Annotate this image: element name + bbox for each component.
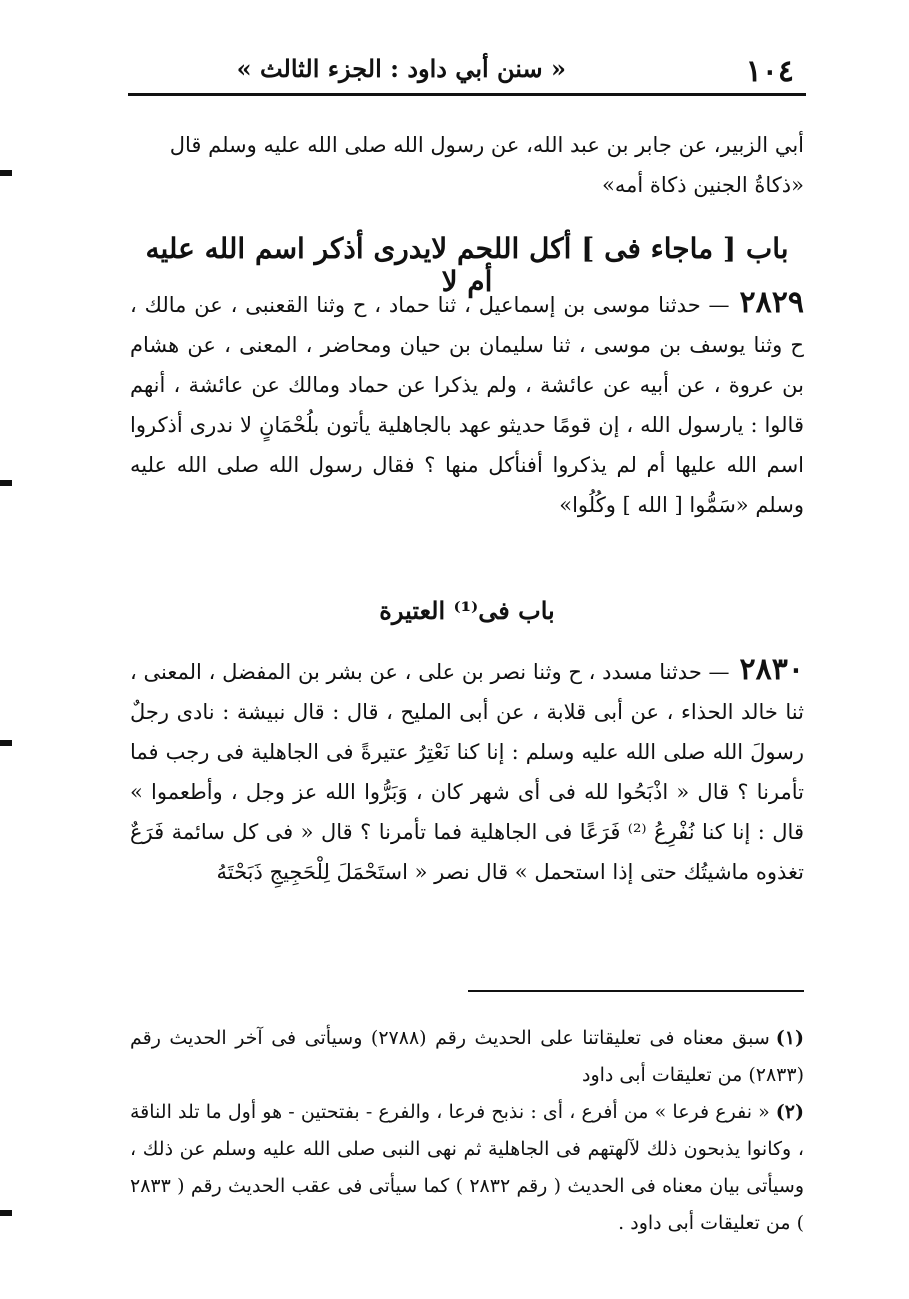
intro-paragraph bbox=[130, 125, 804, 205]
page-number: ١٠٤ bbox=[745, 54, 794, 89]
running-title: « سنن أبي داود : الجزء الثالث » bbox=[236, 54, 566, 83]
chapter-heading-meat: باب [ ماجاء فى ] أكل اللحم لايدرى أذكر اسم الله عليه أم لا bbox=[145, 232, 789, 298]
footnote-mark: (٢) bbox=[775, 1101, 804, 1123]
footnote-text: « نفرع فرعا » من أفرع ، أى : نذبح فرعا ، والفرع - بفتحتين - هو أول ما تلد الناقة ، وكانوا يذبحون ذلك لآلهتهم فى الجاهلية ثم نهى النبى صلى الله عليه وسلم عن ذلك ، وسيأتى بيان معناه فى الحديث ( رقم ٢٨٣٢ ) كما سيأتى فى عقب الحديث رقم ( ٢٨٣٣ ) من تعليقات أبى داود . bbox=[130, 1101, 804, 1234]
margin-mark bbox=[0, 480, 12, 486]
margin-mark bbox=[0, 170, 12, 176]
hadith-2830 bbox=[130, 650, 804, 892]
footnote-rule bbox=[468, 990, 804, 992]
hadith-2829 bbox=[130, 283, 804, 525]
header-rule bbox=[128, 93, 806, 96]
footnotes bbox=[130, 1020, 804, 1242]
margin-mark bbox=[0, 740, 12, 746]
footnote-mark: (١) bbox=[775, 1027, 804, 1049]
hadith-text: — حدثنا مسدد ، ح وثنا نصر بن على ، عن بشر بن المفضل ، المعنى ، ثنا خالد الحذاء ، عن أبى قلابة ، عن أبى المليح ، قال : قال نبيشة : نادى رجلٌ رسولَ الله صلى الله عليه وسلم : إنا كنا نَعْتِرُ عتيرةً فى الجاهلية فى رجب فما تأمرنا ؟ قال « اذْبَحُوا لله فى أى شهر كان ، وَبَرُّوا الله عز وجل ، وأطعموا » قال : إنا كنا نُفْرِعُ ⁽²⁾ فَرَعًا فى الجاهلية فما تأمرنا ؟ قال « فى كل سائمة فَرَعٌ تغذوه ماشيتُك حتى إذا استحمل » قال نصر « استَحْمَلَ لِلْحَجِيجِ ذَبَحْتَهُ bbox=[130, 660, 804, 884]
intro-line-1: أبي الزبير، عن جابر بن عبد الله، عن رسول الله صلى الله عليه وسلم قال bbox=[169, 133, 804, 157]
margin-mark bbox=[0, 1210, 12, 1216]
footnote-text: سبق معناه فى تعليقاتنا على الحديث رقم (٢٧٨٨) وسيأتى فى آخر الحديث رقم (٢٨٣٣) من تعليقات أبى داود bbox=[130, 1027, 804, 1086]
hadith-text: — حدثنا موسى بن إسماعيل ، ثنا حماد ، ح وثنا القعنبى ، عن مالك ، ح وثنا يوسف بن موسى ، ثنا سليمان بن حيان ومحاضر ، المعنى ، عن هشام بن عروة ، عن أبيه عن عائشة ، ولم يذكرا عن حماد ومالك عن عائشة ، أنهم قالوا : يارسول الله ، إن قومًا حديثو عهد بالجاهلية يأتون بلُحْمَانٍ لا ندرى أذكروا اسم الله عليها أم لم يذكروا أفنأكل منها ؟ فقال رسول الله صلى الله عليه وسلم «سَمُّوا [ الله ] وكُلُوا» bbox=[130, 293, 804, 517]
page-header bbox=[130, 40, 804, 90]
hadith-number: ٢٨٣٠ bbox=[739, 652, 804, 687]
hadith-number: ٢٨٢٩ bbox=[739, 285, 804, 320]
footnote-1 bbox=[130, 1020, 804, 1094]
chapter-heading-atira: باب فى⁽¹⁾ العتيرة bbox=[379, 596, 555, 625]
footnote-2 bbox=[130, 1094, 804, 1242]
intro-line-2: «ذكاةُ الجنين ذكاة أمه» bbox=[601, 173, 804, 197]
